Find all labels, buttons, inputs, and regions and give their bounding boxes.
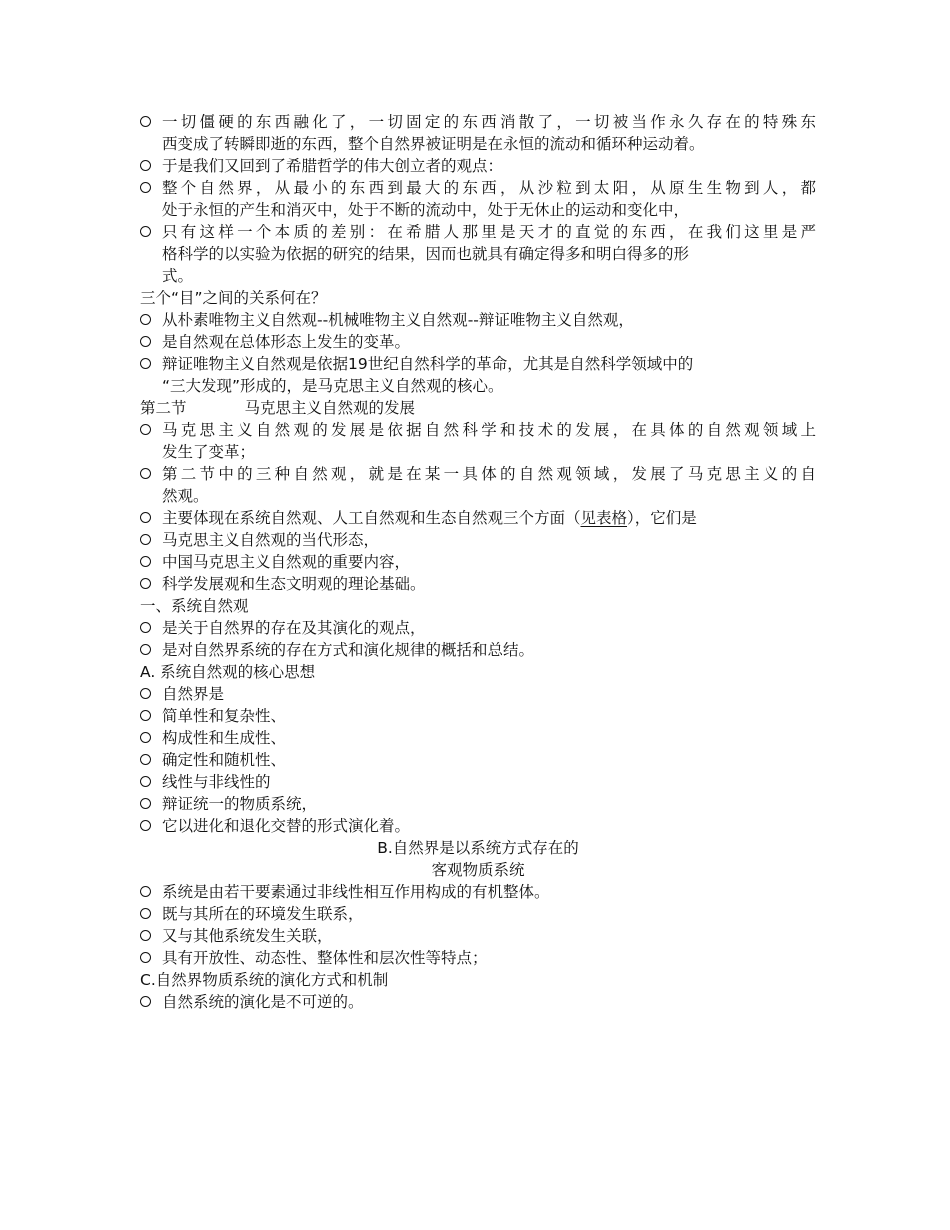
list-item: 自然界是 bbox=[140, 683, 816, 705]
section-heading: 一、系统自然观 bbox=[140, 597, 249, 615]
list-item: 从朴素唯物主义自然观--机械唯物主义自然观--辩证唯物主义自然观， bbox=[140, 309, 816, 331]
list-item: 辩证统一的物质系统， bbox=[140, 793, 816, 815]
bullet-icon bbox=[140, 512, 151, 523]
list-item: 主要体现在系统自然观、人工自然观和生态自然观三个方面（见表格），它们是 bbox=[140, 507, 816, 529]
section-question: 三个“目”之间的关系何在？ bbox=[140, 289, 327, 307]
list-item: 线性与非线性的 bbox=[140, 771, 816, 793]
list-item: 科学发展观和生态文明观的理论基础。 bbox=[140, 573, 816, 595]
bullet-icon bbox=[140, 996, 151, 1007]
list-item: 中国马克思主义自然观的重要内容， bbox=[140, 551, 816, 573]
bullet-icon bbox=[140, 820, 151, 831]
see-table-link[interactable]: 见表格 bbox=[580, 509, 628, 527]
list-item: 马克思主义自然观的当代形态， bbox=[140, 529, 816, 551]
list-item: 于是我们又回到了希腊哲学的伟大创立者的观点： bbox=[140, 155, 816, 177]
list-item: 它以进化和退化交替的形式演化着。 bbox=[140, 815, 816, 837]
subsection-heading: C.自然界物质系统的演化方式和机制 bbox=[140, 971, 389, 989]
bullet-icon bbox=[140, 534, 151, 545]
list-item: 是自然观在总体形态上发生的变革。 bbox=[140, 331, 816, 353]
subsection-heading: A. 系统自然观的核心思想 bbox=[140, 663, 316, 681]
list-item-continuation: 发生了变革； bbox=[162, 443, 256, 461]
bullet-icon bbox=[140, 886, 151, 897]
list-item: 一切僵硬的东西融化了，一切固定的东西消散了，一切被当作永久存在的特殊东 bbox=[140, 111, 816, 133]
centered-heading: B.自然界是以系统方式存在的 bbox=[377, 839, 579, 857]
list-item-continuation: 西变成了转瞬即逝的东西，整个自然界被证明是在永恒的流动和循环种运动着。 bbox=[162, 135, 705, 153]
bullet-icon bbox=[140, 732, 151, 743]
bullet-icon bbox=[140, 798, 151, 809]
section-heading: 第二节 马克思主义自然观的发展 bbox=[140, 399, 416, 417]
bullet-icon bbox=[140, 468, 151, 479]
list-item: 自然系统的演化是不可逆的。 bbox=[140, 991, 816, 1013]
list-item-continuation: “三大发现”形成的，是马克思主义自然观的核心。 bbox=[162, 377, 504, 395]
bullet-icon bbox=[140, 930, 151, 941]
list-item: 整个自然界，从最小的东西到最大的东西，从沙粒到太阳，从原生生物到人，都 bbox=[140, 177, 816, 199]
document-body bbox=[140, 111, 816, 1013]
bullet-icon bbox=[140, 908, 151, 919]
list-item: 既与其所在的环境发生联系， bbox=[140, 903, 816, 925]
list-item-continuation: 式。 bbox=[162, 267, 194, 285]
list-item: 只有这样一个本质的差别：在希腊人那里是天才的直觉的东西，在我们这里是严 bbox=[140, 221, 816, 243]
bullet-icon bbox=[140, 314, 151, 325]
bullet-icon bbox=[140, 424, 151, 435]
bullet-icon bbox=[140, 710, 151, 721]
bullet-icon bbox=[140, 336, 151, 347]
list-item: 辩证唯物主义自然观是依据19世纪自然科学的革命，尤其是自然科学领域中的 bbox=[140, 353, 816, 375]
bullet-icon bbox=[140, 226, 151, 237]
bullet-icon bbox=[140, 358, 151, 369]
list-item: 又与其他系统发生关联， bbox=[140, 925, 816, 947]
bullet-icon bbox=[140, 776, 151, 787]
centered-heading: 客观物质系统 bbox=[431, 861, 525, 879]
list-item: 具有开放性、动态性、整体性和层次性等特点； bbox=[140, 947, 816, 969]
bullet-icon bbox=[140, 644, 151, 655]
list-item: 构成性和生成性、 bbox=[140, 727, 816, 749]
bullet-icon bbox=[140, 578, 151, 589]
bullet-icon bbox=[140, 182, 151, 193]
bullet-icon bbox=[140, 754, 151, 765]
bullet-icon bbox=[140, 688, 151, 699]
list-item: 简单性和复杂性、 bbox=[140, 705, 816, 727]
list-item: 是关于自然界的存在及其演化的观点， bbox=[140, 617, 816, 639]
list-item-continuation: 然观。 bbox=[162, 487, 209, 505]
bullet-icon bbox=[140, 160, 151, 171]
bullet-icon bbox=[140, 622, 151, 633]
list-item: 确定性和随机性、 bbox=[140, 749, 816, 771]
bullet-icon bbox=[140, 952, 151, 963]
list-item: 第二节中的三种自然观，就是在某一具体的自然观领域，发展了马克思主义的自 bbox=[140, 463, 816, 485]
list-item: 马克思主义自然观的发展是依据自然科学和技术的发展，在具体的自然观领域上 bbox=[140, 419, 816, 441]
bullet-icon bbox=[140, 116, 151, 127]
list-item-continuation: 处于永恒的产生和消灭中，处于不断的流动中，处于无休止的运动和变化中， bbox=[162, 201, 690, 219]
bullet-icon bbox=[140, 556, 151, 567]
list-item: 是对自然界系统的存在方式和演化规律的概括和总结。 bbox=[140, 639, 816, 661]
list-item: 系统是由若干要素通过非线性相互作用构成的有机整体。 bbox=[140, 881, 816, 903]
list-item-continuation: 格科学的以实验为依据的研究的结果，因而也就具有确定得多和明白得多的形 bbox=[162, 245, 690, 263]
